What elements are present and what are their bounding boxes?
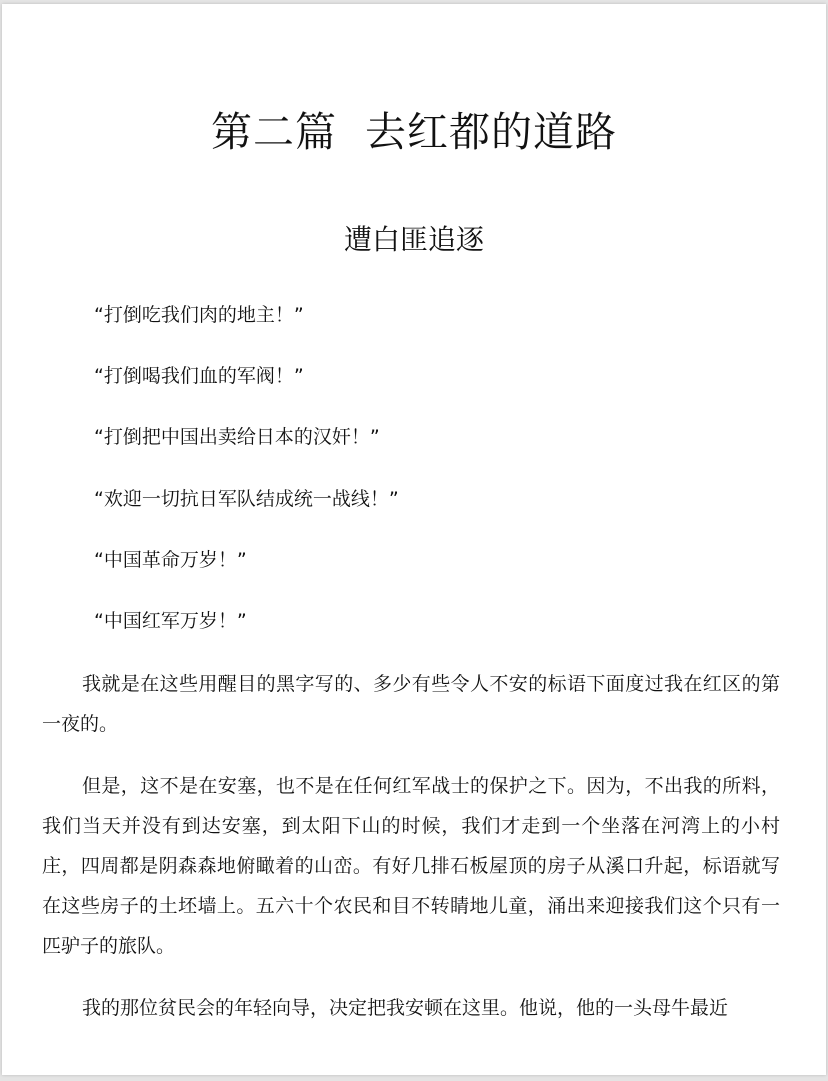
paragraph: 我的那位贫民会的年轻向导，决定把我安顿在这里。他说，他的一头母牛最近 <box>82 997 729 1019</box>
body-text <box>42 664 780 1050</box>
slogan-line: “打倒喝我们血的军阀！” <box>94 365 304 388</box>
paragraph: 但是，这不是在安塞，也不是在任何红军战士的保护之下。因为，不出我的所料，我们当天并没有到达安塞，到太阳下山的时候，我们才走到一个坐落在河湾上的小村庄，四周都是阴森森地俯瞰着的山峦。有好几排石板屋顶的房子从溪口升起，标语就写在这些房子的土坯墙上。五六十个农民和目不转睛地儿童，涌出来迎接我们这个只有一匹驴子的旅队。 <box>42 775 780 957</box>
document-page <box>2 4 826 1075</box>
section-title: 遭白匪追逐 <box>343 223 484 256</box>
slogan-line: “打倒吃我们肉的地主！” <box>94 304 304 326</box>
chapter-title: 第二篇 去红都的道路 <box>210 108 618 156</box>
paragraph: 我就是在这些用醒目的黑字写的、多少有些令人不安的标语下面度过我在红区的第一夜的。 <box>42 673 780 735</box>
slogan-line: “中国革命万岁！” <box>94 548 247 571</box>
slogan-line: “欢迎一切抗日军队结成统一战线！” <box>94 487 399 510</box>
slogan-line: “中国红军万岁！” <box>94 609 247 632</box>
slogan-list <box>94 298 399 665</box>
slogan-line: “打倒把中国出卖给日本的汉奸！” <box>94 426 380 449</box>
